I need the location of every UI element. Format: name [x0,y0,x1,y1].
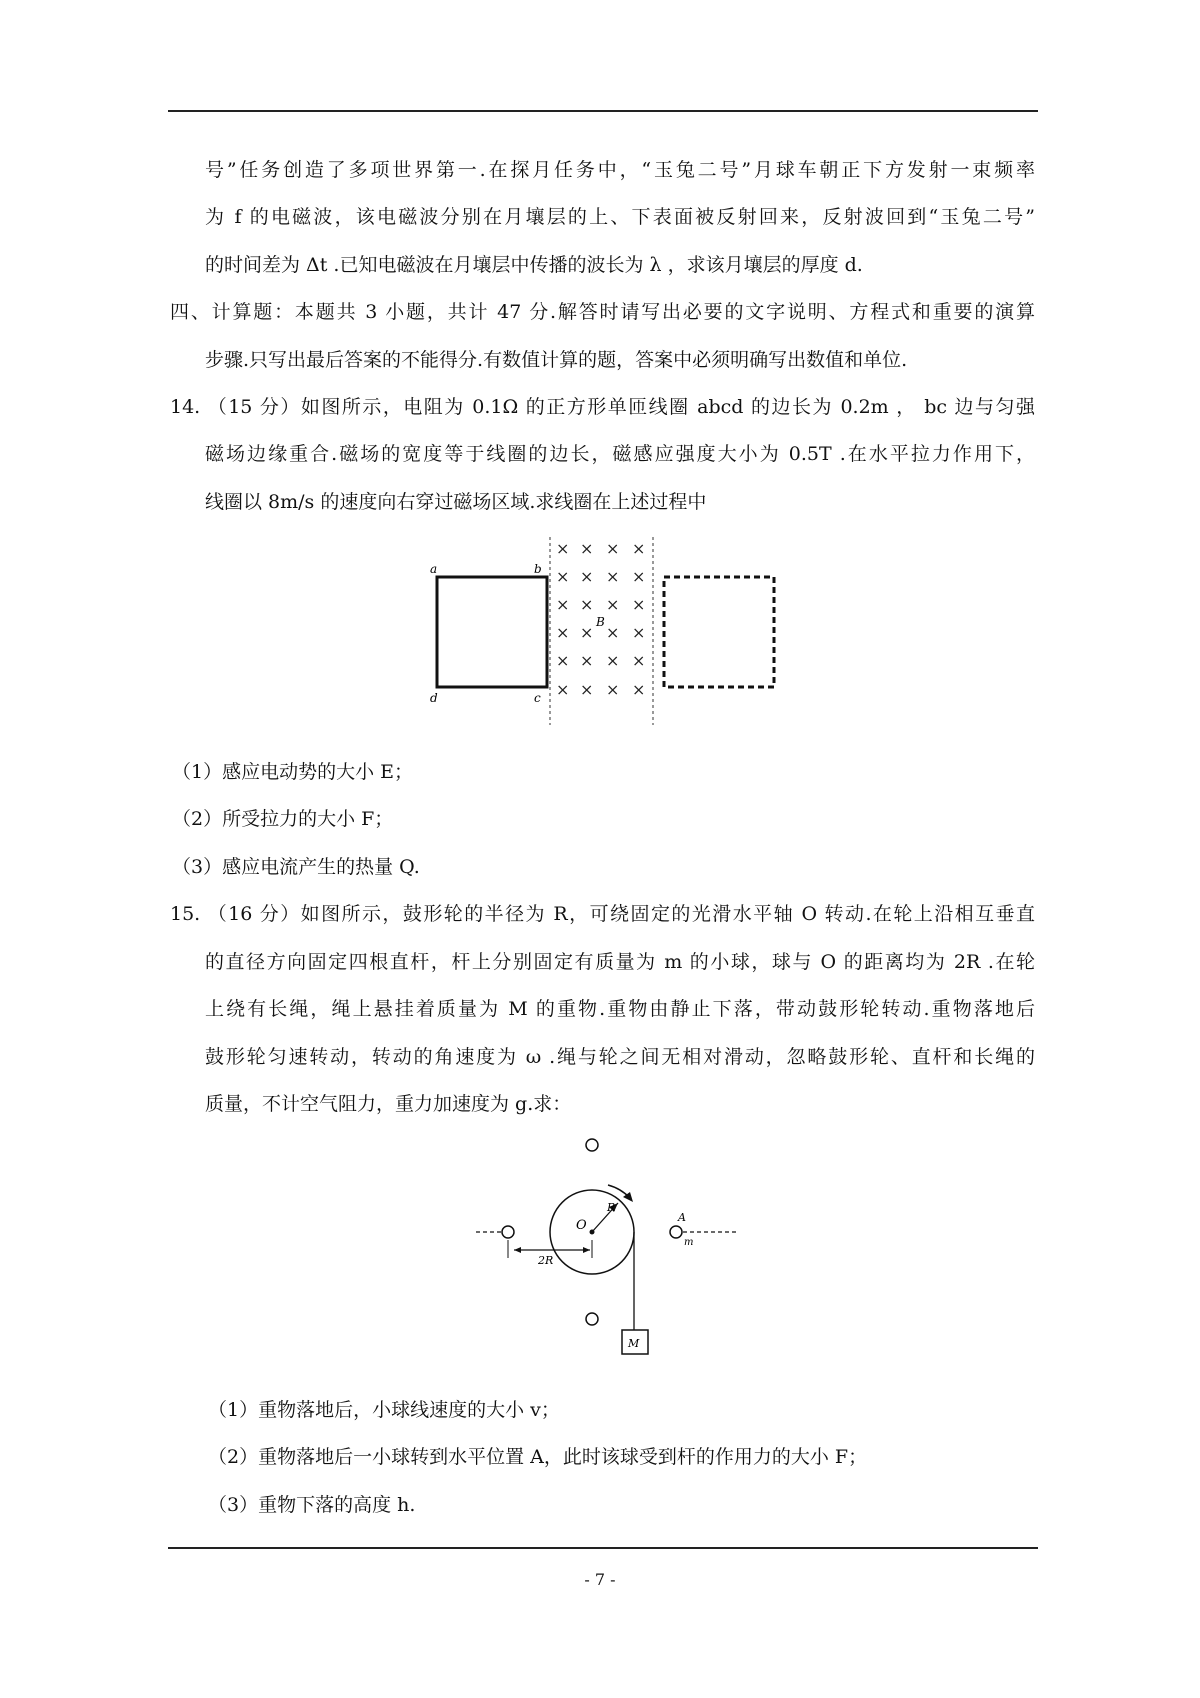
header-rule [168,110,1038,112]
svg-text:×: × [556,595,570,614]
question-15-part-3: （3）重物下落的高度 h. [208,1494,416,1516]
label-B: B [596,615,605,629]
text-line: 鼓形轮匀速转动，转动的角速度为 ω .绳与轮之间无相对滑动，忽略鼓形轮、直杆和长绳的 [205,1046,1035,1068]
text-line: 号”任务创造了多项世界第一.在探月任务中，“玉兔二号”月球车朝正下方发射一束频率 [205,159,1035,181]
text-line: 磁场边缘重合.磁场的宽度等于线圈的边长，磁感应强度大小为 0.5T .在水平拉力作用下， [205,443,1035,465]
svg-text:×: × [556,680,570,699]
label-M: M [628,1337,640,1350]
svg-text:×: × [580,539,594,558]
label-a: a [430,562,438,576]
text-line: 的时间差为 Δt .已知电磁波在月壤层中传播的波长为 λ ，求该月壤层的厚度 d. [205,254,863,276]
2R-arrowhead-right [583,1247,590,1253]
label-2R: 2R [538,1254,554,1267]
svg-text:×: × [632,651,646,670]
svg-text:×: × [580,651,594,670]
label-R: R [607,1201,616,1214]
svg-text:×: × [580,567,594,586]
svg-text:×: × [632,539,646,558]
svg-text:×: × [606,539,620,558]
question-15-part-2: （2）重物落地后一小球转到水平位置 A，此时该球受到杆的作用力的大小 F； [208,1446,868,1468]
label-m: m [684,1237,694,1248]
text-line: 的直径方向固定四根直杆，杆上分别固定有质量为 m 的小球，球与 O 的距离均为 2R .在轮 [205,951,1035,973]
svg-text:×: × [556,623,570,642]
coil-square [437,577,547,687]
svg-text:×: × [632,680,646,699]
text-line: 步骤.只写出最后答案的不能得分.有数值计算的题，答案中必须明确写出数值和单位. [205,349,908,371]
footer-rule [168,1547,1038,1549]
svg-text:×: × [606,623,620,642]
section-heading: 四、计算题：本题共 3 小题，共计 47 分.解答时请写出必要的文字说明、方程式和重要的演算 [170,301,1035,323]
svg-text:×: × [556,567,570,586]
svg-text:×: × [606,680,620,699]
question-14-part-1: （1）感应电动势的大小 E； [172,761,413,783]
svg-text:×: × [580,680,594,699]
label-b: b [534,562,542,576]
figure-drum-wheel [470,1130,750,1380]
svg-text:×: × [556,539,570,558]
label-c: c [534,691,541,705]
ball-bottom [586,1313,598,1325]
svg-text:×: × [606,651,620,670]
svg-text:×: × [580,623,594,642]
coil-final-position [664,577,774,687]
text-line: 为 f 的电磁波，该电磁波分别在月壤层的上、下表面被反射回来，反射波回到“玉兔二号” [205,206,1035,228]
question-14-part-3: （3）感应电流产生的热量 Q. [172,856,420,878]
question-14-part-2: （2）所受拉力的大小 F； [172,808,394,830]
2R-arrowhead-left [514,1247,521,1253]
svg-text:×: × [606,595,620,614]
text-line: 质量，不计空气阻力，重力加速度为 g.求： [205,1093,572,1115]
label-O: O [576,1218,587,1233]
svg-text:×: × [632,567,646,586]
svg-text:×: × [556,651,570,670]
svg-text:×: × [606,567,620,586]
svg-text:×: × [632,595,646,614]
page-number: - 7 - [584,1570,616,1589]
ball-left [502,1226,514,1238]
svg-text:×: × [632,623,646,642]
label-A: A [678,1211,686,1224]
text-line: 上绕有长绳，绳上悬挂着质量为 M 的重物.重物由静止下落，带动鼓形轮转动.重物落地后 [205,998,1035,1020]
question-15-part-1: （1）重物落地后，小球线速度的大小 v； [208,1399,560,1421]
figure-coil-magnetic-field [420,535,800,725]
label-d: d [430,691,438,705]
svg-text:×: × [580,595,594,614]
question-14-stem: 14. （15 分）如图所示，电阻为 0.1Ω 的正方形单匝线圈 abcd 的边长为 0.2m ， bc 边与匀强 [170,396,1035,418]
text-line: 线圈以 8m/s 的速度向右穿过磁场区域.求线圈在上述过程中 [205,491,707,513]
ball-top [586,1139,598,1151]
ball-right-A [670,1226,682,1238]
question-15-stem: 15. （16 分）如图所示，鼓形轮的半径为 R，可绕固定的光滑水平轴 O 转动.在轮上沿相互垂直 [170,903,1035,925]
